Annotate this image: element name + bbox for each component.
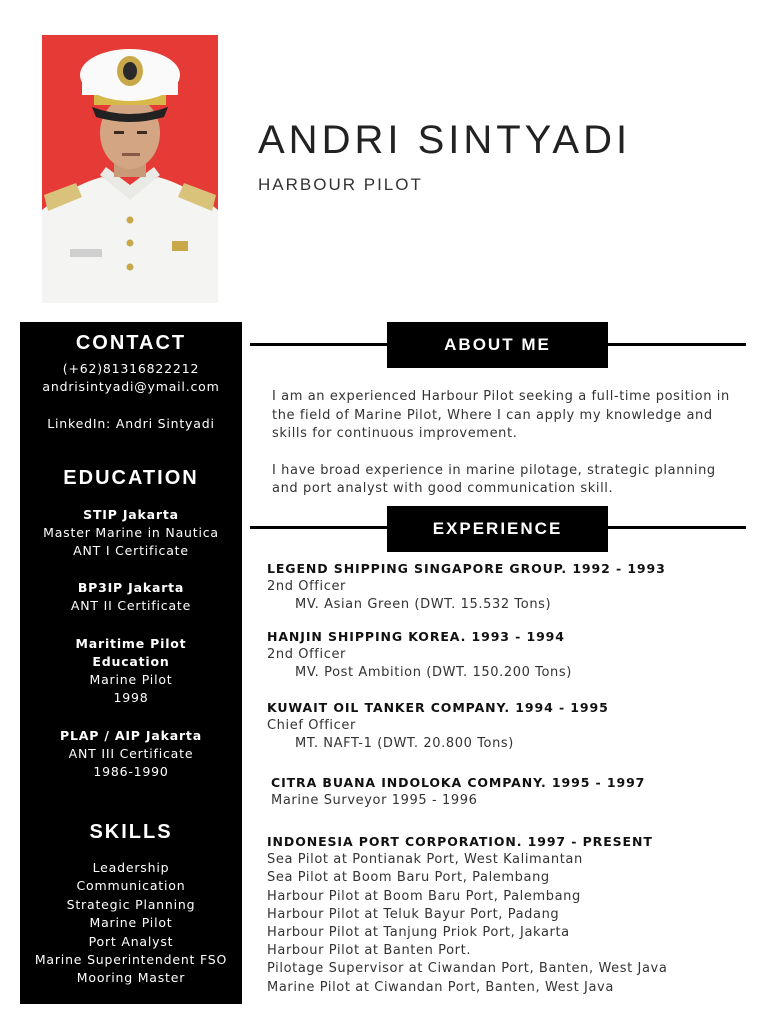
job-title: HARBOUR PILOT (258, 175, 423, 194)
skill-item: Marine Pilot (89, 915, 173, 930)
job-vessel: MV. Asian Green (DWT. 15.532 Tons) (295, 597, 552, 613)
job-entry (271, 774, 751, 810)
education-heading: EDUCATION (63, 467, 199, 489)
job-role: Sea Pilot at Pontianak Port, West Kalimantan (267, 852, 583, 868)
job-role: Marine Pilot at Ciwandan Port, Banten, West Java (267, 979, 614, 995)
job-entry (267, 699, 747, 754)
edu-line: 1998 (113, 690, 149, 705)
job-company: INDONESIA PORT CORPORATION. 1997 - PRESENT (267, 834, 653, 849)
edu-school: BP3IP Jakarta (77, 580, 185, 595)
edu-line: Master Marine in Nautica (43, 525, 219, 540)
edu-line: ANT I Certificate (73, 543, 189, 558)
experience-heading: EXPERIENCE (387, 506, 608, 552)
job-role: Harbour Pilot at Boom Baru Port, Palembang (267, 888, 581, 904)
about-text (272, 388, 742, 517)
skill-item: Mooring Master (76, 970, 186, 985)
profile-photo (42, 35, 218, 303)
skill-item: Strategic Planning (66, 897, 196, 912)
edu-school: STIP Jakarta (83, 507, 179, 522)
job-company: HANJIN SHIPPING KOREA. 1993 - 1994 (267, 629, 565, 644)
job-role: Pilotage Supervisor at Ciwandan Port, Banten, West Java (267, 961, 668, 977)
job-company: LEGEND SHIPPING SINGAPORE GROUP. 1992 - 1993 (267, 561, 666, 576)
about-paragraph-1: I am an experienced Harbour Pilot seeking a full-time position in the field of Marine Pilot, Where I can apply my knowledge and skills for continuous improvement. (272, 389, 730, 441)
edu-line: Marine Pilot (89, 672, 173, 687)
full-name: ANDRI SINTYADI (258, 118, 632, 162)
job-position: 2nd Officer (267, 647, 346, 663)
job-role: Sea Pilot at Boom Baru Port, Palembang (267, 870, 550, 886)
edu-school: Maritime Pilot (75, 636, 187, 651)
job-entry (267, 628, 747, 683)
skill-item: Port Analyst (88, 934, 174, 949)
contact-phone: (+62)81316822212 (62, 361, 200, 376)
edu-line: 1986-1990 (93, 764, 169, 779)
job-role: Harbour Pilot at Teluk Bayur Port, Padang (267, 906, 560, 922)
skill-item: Marine Superintendent FSO (34, 952, 228, 967)
edu-line: ANT II Certificate (70, 598, 192, 613)
job-position: Marine Surveyor 1995 - 1996 (271, 793, 478, 809)
job-entry (267, 560, 747, 615)
skill-item: Leadership (92, 860, 170, 875)
job-position: 2nd Officer (267, 579, 346, 595)
job-entry (267, 833, 747, 997)
edu-line: ANT III Certificate (68, 746, 194, 761)
contact-linkedin: LinkedIn: Andri Sintyadi (47, 416, 215, 431)
contact-heading: CONTACT (75, 332, 187, 354)
skill-item: Communication (76, 878, 186, 893)
about-paragraph-2: I have broad experience in marine pilotage, strategic planning and port analyst with good communication skill. (272, 462, 716, 496)
job-role: Harbour Pilot at Banten Port. (267, 943, 472, 959)
sidebar (20, 322, 242, 1004)
job-position: Chief Officer (267, 718, 356, 734)
edu-school: PLAP / AIP Jakarta (60, 728, 202, 743)
job-vessel: MT. NAFT-1 (DWT. 20.800 Tons) (295, 736, 514, 752)
edu-school-cont: Education (92, 654, 170, 669)
about-heading: ABOUT ME (387, 322, 608, 368)
job-company: KUWAIT OIL TANKER COMPANY. 1994 - 1995 (267, 700, 609, 715)
job-role: Harbour Pilot at Tanjung Priok Port, Jakarta (267, 925, 570, 941)
contact-email: andrisintyadi@ymail.com (42, 379, 220, 394)
skills-heading: SKILLS (89, 821, 173, 843)
job-vessel: MV. Post Ambition (DWT. 150.200 Tons) (295, 665, 572, 681)
job-company: CITRA BUANA INDOLOKA COMPANY. 1995 - 1997 (271, 775, 646, 790)
